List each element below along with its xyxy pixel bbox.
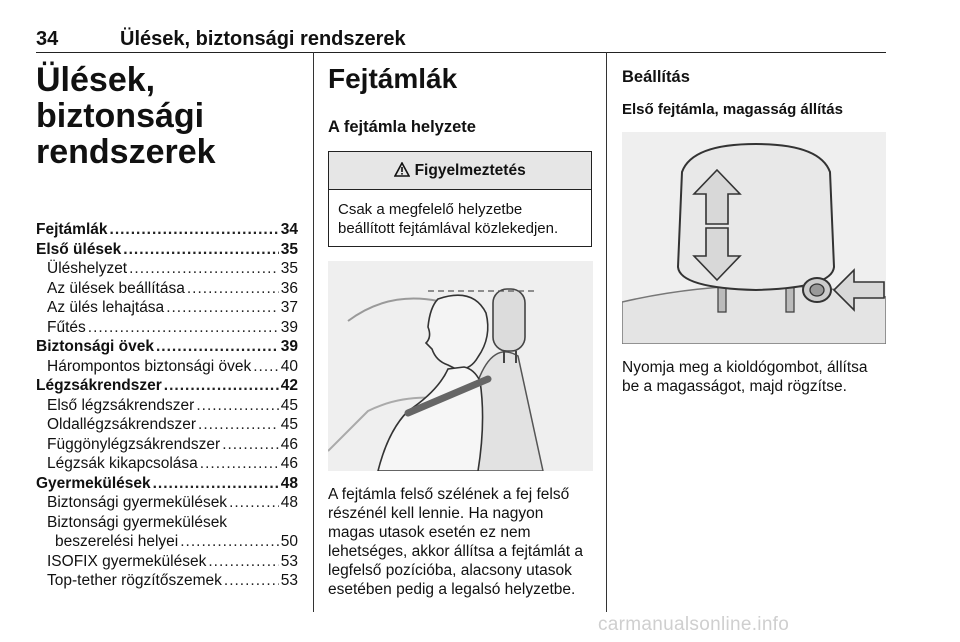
toc-entry[interactable]	[36, 454, 298, 474]
toc-entry-page: 39	[280, 318, 298, 336]
headrest-position-illustration	[328, 261, 593, 471]
toc-entry-page: 39	[280, 338, 298, 355]
toc-entry-label: Függönylégzsákrendszer	[47, 435, 221, 453]
toc-entry-label: Hárompontos biztonsági övek	[47, 357, 252, 375]
toc-entry[interactable]	[36, 474, 298, 494]
toc-leader	[224, 571, 279, 591]
toc-entry-page: 45	[280, 396, 298, 414]
toc-entry-label: Első ülések	[36, 240, 122, 258]
toc-entry-label: Fűtés	[47, 318, 86, 336]
toc-entry-label: Top-tether rögzítőszemek	[47, 572, 222, 589]
toc-entry[interactable]	[36, 279, 298, 299]
toc-entry-page: 50	[280, 533, 298, 550]
seated-person-figure	[328, 261, 593, 471]
toc-entry-label: Légzsákrendszer	[36, 377, 162, 394]
adjust-section	[622, 62, 887, 396]
toc-entry[interactable]	[36, 337, 298, 357]
column-divider-1	[313, 52, 314, 612]
toc-leader	[253, 357, 279, 377]
toc-entry-label: Első légzsákrendszer	[47, 396, 195, 414]
running-title: Ülések, biztonsági rendszerek	[120, 28, 406, 50]
page-number: 34	[36, 28, 59, 50]
toc-entry-page: 42	[280, 377, 298, 394]
headrest-position-text: A fejtámla felső szélének a fej felső részénél kell lennie. Ha nagyon magas utasok esetén ez nem lehetséges, akkor állítsa a fejtámlát a legfelső pozícióba, alacsony utasok esetében pedig a legalsó helyzetbe.	[328, 486, 584, 598]
column-divider-2	[606, 52, 607, 612]
toc-entry[interactable]	[36, 571, 298, 591]
headrest-adjust-illustration	[622, 132, 886, 344]
toc-entry[interactable]	[36, 552, 298, 572]
toc-entry-label: ISOFIX gyermekülések	[47, 552, 207, 570]
toc-entry-label: Biztonsági gyermekülések	[47, 494, 228, 511]
adjust-text: Nyomja meg a kioldógombot, állítsa be a magasságot, majd rögzítse.	[622, 359, 868, 395]
chapter-column	[36, 62, 298, 591]
toc-entry-label: Légzsák kikapcsolása	[47, 455, 198, 472]
toc-entry-page: 45	[280, 416, 298, 433]
warning-text: Csak a megfelelő helyzetbe beállított fejtámlával közlekedjen.	[338, 201, 559, 237]
toc-entry-page: 48	[280, 494, 298, 511]
toc-leader	[166, 298, 279, 318]
toc-entry-page: 46	[280, 435, 298, 453]
page-header	[36, 28, 886, 53]
toc-leader	[164, 376, 279, 396]
chapter-title: Ülések, biztonsági rendszerek	[36, 61, 216, 171]
toc-leader	[180, 532, 279, 552]
toc-entry-label: Üléshelyzet	[47, 260, 128, 277]
toc-leader	[88, 318, 279, 338]
adjust-subtitle: Első fejtámla, magasság állítás	[622, 101, 843, 118]
toc-leader	[200, 454, 279, 474]
toc-leader	[222, 435, 279, 455]
toc-leader	[187, 279, 279, 299]
toc-leader	[208, 552, 278, 572]
toc-leader	[229, 493, 279, 513]
toc-entry[interactable]	[36, 415, 298, 435]
toc-entry[interactable]	[36, 376, 298, 396]
toc-leader	[129, 259, 279, 279]
toc-entry-page: 37	[280, 299, 298, 316]
warning-triangle-icon	[394, 162, 410, 177]
section-subtitle: A fejtámla helyzete	[328, 118, 476, 136]
section-title: Fejtámlák	[328, 63, 458, 94]
toc-leader	[198, 415, 279, 435]
toc-entry[interactable]	[36, 396, 298, 416]
watermark: carmanualsonline.info	[598, 614, 790, 635]
toc-entry-page: 46	[280, 455, 298, 472]
toc-entry-label: Gyermekülések	[36, 474, 151, 492]
toc-entry-page: 36	[280, 279, 298, 297]
toc-entry[interactable]	[36, 318, 298, 338]
toc-leader	[153, 474, 279, 494]
headrest-release-button-figure	[622, 132, 886, 344]
table-of-contents	[36, 220, 298, 591]
toc-entry[interactable]	[36, 513, 298, 533]
toc-leader	[156, 337, 279, 357]
toc-entry-label: Az ülés lehajtása	[47, 299, 165, 316]
toc-entry[interactable]	[36, 220, 298, 240]
toc-entry[interactable]	[36, 259, 298, 279]
adjust-title: Beállítás	[622, 68, 690, 86]
toc-entry[interactable]	[36, 493, 298, 513]
toc-entry-label: Fejtámlák	[36, 221, 108, 238]
toc-entry-label: Az ülések beállítása	[47, 279, 185, 297]
warning-header	[329, 152, 591, 190]
toc-leader	[196, 396, 278, 416]
toc-entry-label: beszerelési helyei	[55, 533, 179, 550]
toc-entry-label: Oldallégzsákrendszer	[47, 416, 197, 433]
toc-entry[interactable]	[36, 298, 298, 318]
toc-entry[interactable]	[36, 435, 298, 455]
toc-entry[interactable]	[36, 240, 298, 260]
toc-entry-label: Biztonsági gyermekülések	[47, 513, 228, 531]
toc-entry-page: 34	[280, 221, 298, 238]
toc-entry-page: 48	[280, 474, 298, 492]
warning-box	[328, 151, 592, 247]
toc-entry-page: 53	[280, 552, 298, 570]
toc-entry-page: 53	[280, 572, 298, 589]
headrest-section	[328, 62, 593, 599]
toc-entry-page: 35	[280, 240, 298, 258]
toc-leader	[123, 240, 278, 260]
toc-leader	[110, 220, 279, 240]
toc-entry-page: 35	[280, 260, 298, 277]
toc-entry[interactable]	[36, 357, 298, 377]
toc-entry-label: Biztonsági övek	[36, 338, 154, 355]
toc-entry[interactable]	[36, 532, 298, 552]
toc-entry-page: 40	[280, 357, 298, 375]
warning-title: Figyelmeztetés	[414, 162, 526, 179]
